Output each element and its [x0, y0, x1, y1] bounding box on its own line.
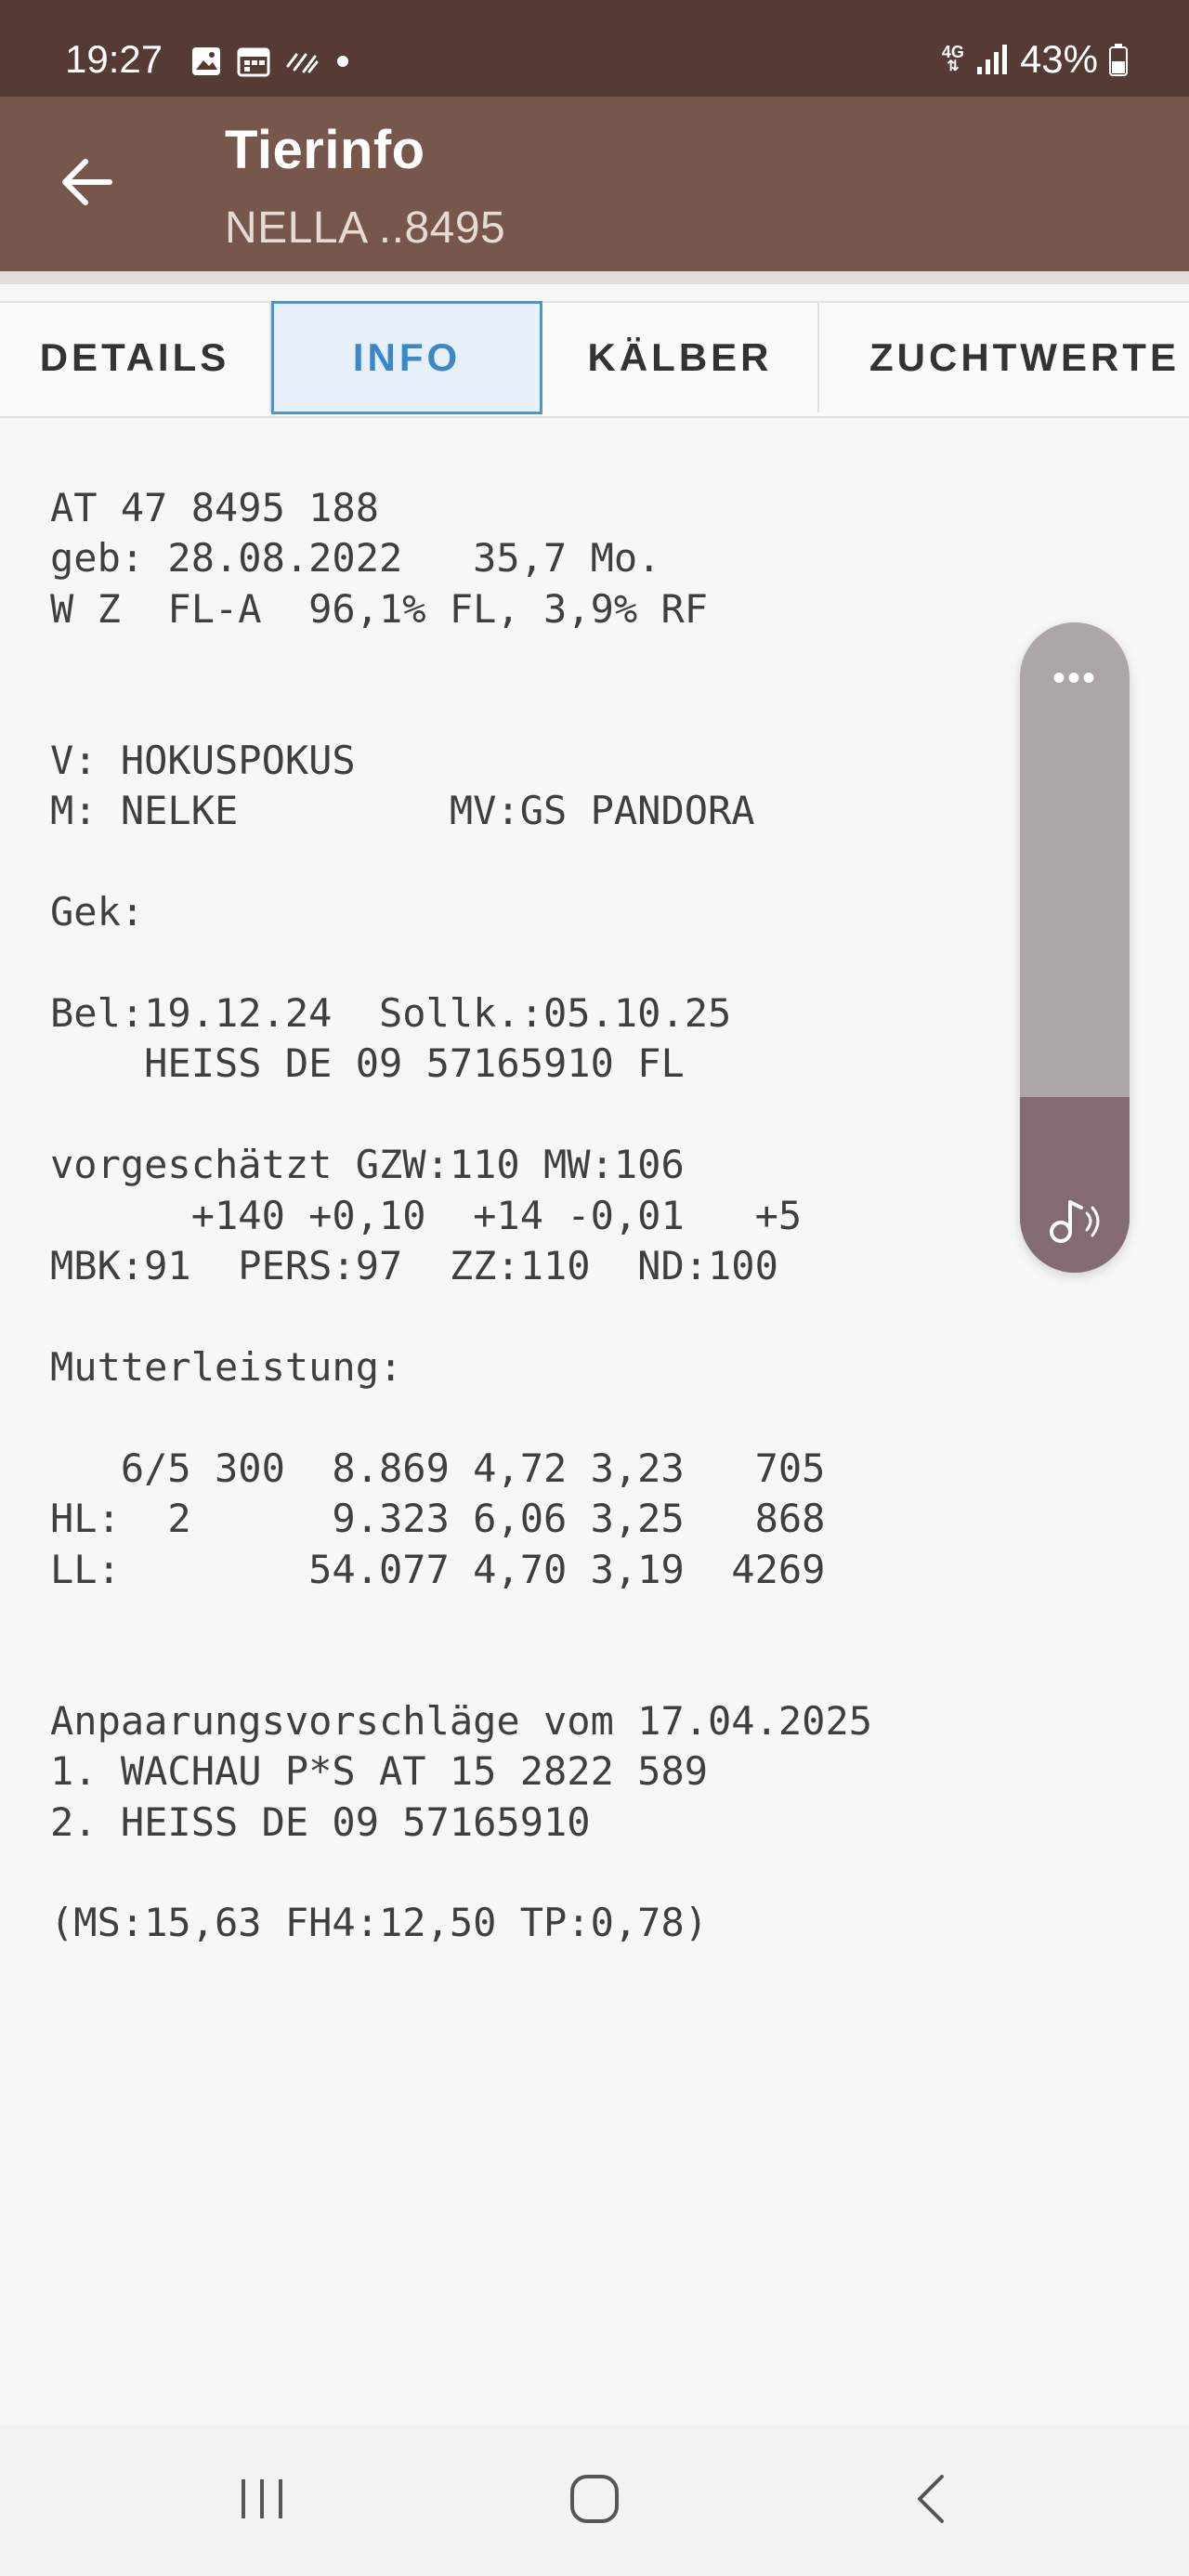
app-bar: [0, 97, 1189, 271]
status-time: 19:27: [65, 37, 163, 81]
info-line: M: NELKE MV:GS PANDORA: [50, 788, 755, 834]
music-note-icon[interactable]: [1042, 1185, 1109, 1252]
tab-zuchtwerte[interactable]: ZUCHTWERTE: [869, 335, 1180, 379]
volume-panel[interactable]: [1020, 622, 1130, 1273]
info-line: 6/5 300 8.869 4,72 3,23 705: [50, 1445, 826, 1491]
info-line: Bel:19.12.24 Sollk.:05.10.25: [50, 990, 732, 1037]
info-line: Anpaarungsvorschläge vom 17.04.2025: [50, 1697, 873, 1744]
signal-icon: [975, 43, 1009, 76]
network-label: 4G: [941, 43, 964, 61]
home-icon[interactable]: [568, 2471, 621, 2527]
dot-icon: [335, 54, 350, 69]
info-line: LL: 54.077 4,70 3,19 4269: [50, 1546, 826, 1592]
calendar-icon: [237, 46, 270, 77]
info-text: [50, 483, 1152, 1949]
back-button[interactable]: [54, 149, 121, 216]
page-subtitle: NELLA ..8495: [225, 203, 506, 253]
navigation-bar: [0, 2425, 1189, 2576]
info-line: 2. HEISS DE 09 57165910: [50, 1798, 591, 1845]
page-title: Tierinfo: [225, 120, 425, 180]
info-line: geb: 28.08.2022 35,7 Mo.: [50, 535, 661, 582]
more-dots-icon[interactable]: •••: [1052, 658, 1097, 699]
tab-bar: [0, 301, 1189, 418]
status-right: [942, 37, 1128, 82]
arrow-left-icon: [54, 149, 121, 216]
battery-percent: 43%: [1019, 37, 1098, 81]
info-line: AT 47 8495 188: [50, 485, 380, 530]
info-line: (MS:15,63 FH4:12,50 TP:0,78): [50, 1900, 709, 1946]
info-line: HL: 2 9.323 6,06 3,25 868: [50, 1496, 826, 1542]
battery-icon: [1109, 43, 1128, 76]
tab-details[interactable]: DETAILS: [0, 303, 271, 412]
info-line: MBK:91 PERS:97 ZZ:110 ND:100: [50, 1243, 778, 1289]
info-line: V: HOKUSPOKUS: [50, 738, 356, 784]
info-line: W Z FL-A 96,1% FL, 3,9% RF: [50, 585, 709, 632]
info-line: Gek:: [50, 889, 145, 935]
info-line: vorgeschätzt GZW:110 MW:106: [50, 1142, 685, 1188]
info-line: 1. WACHAU P*S AT 15 2822 589: [50, 1748, 709, 1795]
notification-icons: [190, 43, 350, 80]
info-line: HEISS DE 09 57165910 FL: [50, 1040, 685, 1087]
tab-info[interactable]: INFO: [271, 301, 542, 414]
app-bar-divider: [0, 271, 1189, 284]
network-icon: 4G ⇅: [941, 43, 964, 74]
gallery-icon: [190, 46, 222, 77]
info-line: +140 +0,10 +14 -0,01 +5: [50, 1192, 803, 1238]
status-bar: [0, 0, 1189, 97]
activity-icon: [285, 46, 320, 77]
tab-kaelber[interactable]: KÄLBER: [542, 303, 819, 412]
recents-icon[interactable]: [236, 2476, 288, 2522]
back-icon[interactable]: [907, 2471, 953, 2527]
info-line: Mutterleistung:: [50, 1343, 403, 1390]
